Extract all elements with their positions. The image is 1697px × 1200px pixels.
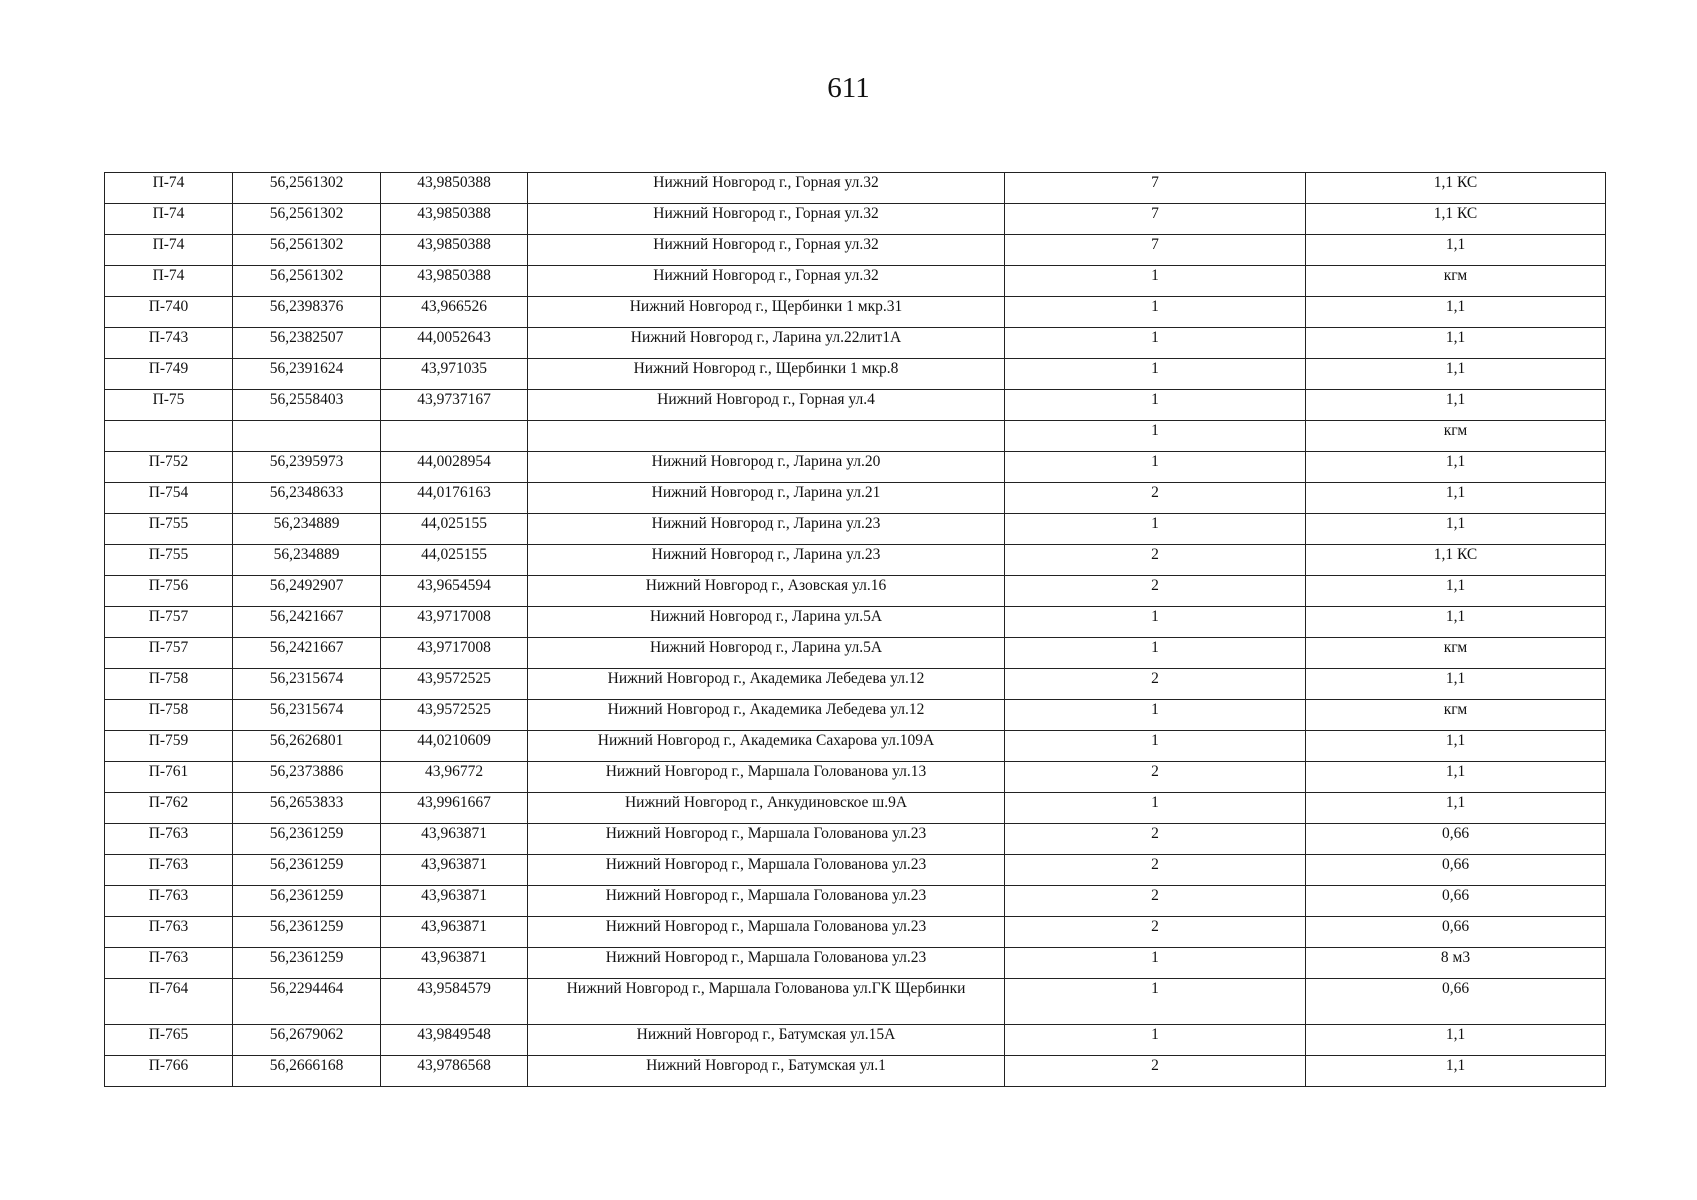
cell-point-id: П-756 [105, 576, 233, 607]
table-row [105, 483, 1606, 514]
cell-quantity: 2 [1005, 1056, 1306, 1087]
cell-volume: 1,1 [1306, 483, 1606, 514]
table-row [105, 731, 1606, 762]
cell-address: Нижний Новгород г., Щербинки 1 мкр.31 [528, 297, 1005, 328]
data-table [104, 172, 1606, 1087]
cell-longitude: 43,9572525 [381, 700, 528, 731]
cell-latitude: 56,2294464 [233, 979, 381, 1025]
cell-point-id: П-755 [105, 545, 233, 576]
cell-address: Нижний Новгород г., Горная ул.32 [528, 173, 1005, 204]
cell-address: Нижний Новгород г., Ларина ул.23 [528, 514, 1005, 545]
cell-address: Нижний Новгород г., Академика Сахарова ул.109А [528, 731, 1005, 762]
cell-point-id: П-74 [105, 173, 233, 204]
cell-point-id: П-74 [105, 204, 233, 235]
cell-volume: 0,66 [1306, 979, 1606, 1025]
cell-point-id: П-766 [105, 1056, 233, 1087]
cell-quantity: 1 [1005, 328, 1306, 359]
cell-volume: 8 м3 [1306, 948, 1606, 979]
cell-address: Нижний Новгород г., Горная ул.32 [528, 235, 1005, 266]
cell-longitude: 43,96772 [381, 762, 528, 793]
cell-quantity: 1 [1005, 1025, 1306, 1056]
table-row [105, 917, 1606, 948]
cell-volume: кгм [1306, 700, 1606, 731]
cell-volume: 0,66 [1306, 886, 1606, 917]
cell-volume: 1,1 [1306, 576, 1606, 607]
cell-latitude: 56,2561302 [233, 266, 381, 297]
cell-address [528, 421, 1005, 452]
cell-quantity: 1 [1005, 793, 1306, 824]
cell-point-id: П-762 [105, 793, 233, 824]
table-row [105, 204, 1606, 235]
cell-volume: 1,1 [1306, 669, 1606, 700]
table-row [105, 173, 1606, 204]
cell-latitude: 56,2361259 [233, 948, 381, 979]
cell-longitude: 43,9737167 [381, 390, 528, 421]
cell-address: Нижний Новгород г., Академика Лебедева ул.12 [528, 700, 1005, 731]
table-row [105, 545, 1606, 576]
cell-latitude: 56,2398376 [233, 297, 381, 328]
cell-quantity: 2 [1005, 576, 1306, 607]
table-row [105, 576, 1606, 607]
cell-latitude: 56,2315674 [233, 700, 381, 731]
cell-latitude: 56,2679062 [233, 1025, 381, 1056]
cell-address: Нижний Новгород г., Ларина ул.22лит1А [528, 328, 1005, 359]
cell-volume: 1,1 [1306, 762, 1606, 793]
table-row [105, 793, 1606, 824]
cell-point-id: П-759 [105, 731, 233, 762]
cell-point-id: П-763 [105, 917, 233, 948]
cell-quantity: 1 [1005, 948, 1306, 979]
cell-longitude: 43,9654594 [381, 576, 528, 607]
cell-latitude: 56,2348633 [233, 483, 381, 514]
cell-longitude: 43,9850388 [381, 266, 528, 297]
cell-latitude: 56,2492907 [233, 576, 381, 607]
cell-quantity: 1 [1005, 514, 1306, 545]
cell-longitude: 43,9849548 [381, 1025, 528, 1056]
cell-volume: кгм [1306, 638, 1606, 669]
cell-point-id: П-752 [105, 452, 233, 483]
cell-longitude [381, 421, 528, 452]
cell-volume: 1,1 КС [1306, 545, 1606, 576]
cell-latitude: 56,2666168 [233, 1056, 381, 1087]
cell-latitude: 56,2561302 [233, 204, 381, 235]
cell-point-id: П-755 [105, 514, 233, 545]
cell-volume: кгм [1306, 266, 1606, 297]
table-row [105, 669, 1606, 700]
cell-latitude [233, 421, 381, 452]
cell-longitude: 43,963871 [381, 824, 528, 855]
cell-address: Нижний Новгород г., Батумская ул.1 [528, 1056, 1005, 1087]
table-row [105, 514, 1606, 545]
cell-longitude: 44,025155 [381, 514, 528, 545]
cell-volume: 0,66 [1306, 824, 1606, 855]
cell-latitude: 56,2382507 [233, 328, 381, 359]
cell-point-id: П-74 [105, 235, 233, 266]
cell-quantity: 1 [1005, 297, 1306, 328]
cell-volume: 1,1 [1306, 731, 1606, 762]
cell-quantity: 7 [1005, 204, 1306, 235]
cell-point-id: П-758 [105, 669, 233, 700]
cell-longitude: 43,9584579 [381, 979, 528, 1025]
table-row [105, 607, 1606, 638]
cell-point-id: П-764 [105, 979, 233, 1025]
table-row [105, 266, 1606, 297]
cell-longitude: 43,9850388 [381, 173, 528, 204]
cell-volume: 1,1 [1306, 359, 1606, 390]
cell-address: Нижний Новгород г., Академика Лебедева ул.12 [528, 669, 1005, 700]
cell-address: Нижний Новгород г., Ларина ул.23 [528, 545, 1005, 576]
cell-volume: 0,66 [1306, 917, 1606, 948]
table-row [105, 235, 1606, 266]
cell-point-id: П-763 [105, 824, 233, 855]
cell-quantity: 2 [1005, 762, 1306, 793]
table-row [105, 638, 1606, 669]
cell-point-id: П-763 [105, 948, 233, 979]
cell-quantity: 1 [1005, 452, 1306, 483]
cell-longitude: 43,963871 [381, 948, 528, 979]
table-row [105, 359, 1606, 390]
cell-longitude: 44,025155 [381, 545, 528, 576]
cell-latitude: 56,2361259 [233, 855, 381, 886]
cell-quantity: 2 [1005, 483, 1306, 514]
cell-longitude: 44,0028954 [381, 452, 528, 483]
cell-latitude: 56,2421667 [233, 638, 381, 669]
cell-quantity: 1 [1005, 359, 1306, 390]
cell-volume: 1,1 [1306, 793, 1606, 824]
cell-point-id: П-74 [105, 266, 233, 297]
cell-quantity: 2 [1005, 824, 1306, 855]
cell-point-id: П-757 [105, 638, 233, 669]
table-row [105, 979, 1606, 1025]
cell-quantity: 1 [1005, 731, 1306, 762]
cell-address: Нижний Новгород г., Батумская ул.15А [528, 1025, 1005, 1056]
table-row [105, 762, 1606, 793]
table-row [105, 948, 1606, 979]
table-row [105, 824, 1606, 855]
cell-point-id: П-758 [105, 700, 233, 731]
table-row [105, 1056, 1606, 1087]
table-row [105, 328, 1606, 359]
cell-address: Нижний Новгород г., Ларина ул.21 [528, 483, 1005, 514]
cell-quantity: 1 [1005, 607, 1306, 638]
cell-address: Нижний Новгород г., Горная ул.4 [528, 390, 1005, 421]
cell-latitude: 56,234889 [233, 545, 381, 576]
cell-latitude: 56,2361259 [233, 886, 381, 917]
cell-latitude: 56,2315674 [233, 669, 381, 700]
table-row [105, 297, 1606, 328]
cell-address: Нижний Новгород г., Ларина ул.20 [528, 452, 1005, 483]
cell-quantity: 1 [1005, 638, 1306, 669]
cell-latitude: 56,2626801 [233, 731, 381, 762]
cell-longitude: 43,963871 [381, 886, 528, 917]
cell-quantity: 7 [1005, 173, 1306, 204]
table-body [105, 173, 1606, 1087]
cell-longitude: 44,0052643 [381, 328, 528, 359]
page-number: 611 [827, 72, 870, 104]
cell-volume: 1,1 [1306, 328, 1606, 359]
cell-address: Нижний Новгород г., Маршала Голованова ул.23 [528, 886, 1005, 917]
cell-latitude: 56,2373886 [233, 762, 381, 793]
cell-point-id: П-765 [105, 1025, 233, 1056]
cell-longitude: 43,963871 [381, 917, 528, 948]
cell-volume: 1,1 [1306, 235, 1606, 266]
cell-quantity: 2 [1005, 545, 1306, 576]
cell-address: Нижний Новгород г., Горная ул.32 [528, 204, 1005, 235]
table-row [105, 390, 1606, 421]
cell-latitude: 56,2421667 [233, 607, 381, 638]
cell-address: Нижний Новгород г., Щербинки 1 мкр.8 [528, 359, 1005, 390]
cell-longitude: 43,9961667 [381, 793, 528, 824]
cell-point-id [105, 421, 233, 452]
cell-address: Нижний Новгород г., Маршала Голованова ул.ГК Щербинки [528, 979, 1005, 1025]
cell-address: Нижний Новгород г., Анкудиновское ш.9А [528, 793, 1005, 824]
cell-volume: кгм [1306, 421, 1606, 452]
cell-point-id: П-743 [105, 328, 233, 359]
table-row [105, 421, 1606, 452]
cell-address: Нижний Новгород г., Ларина ул.5А [528, 638, 1005, 669]
cell-address: Нижний Новгород г., Азовская ул.16 [528, 576, 1005, 607]
cell-latitude: 56,2395973 [233, 452, 381, 483]
cell-longitude: 44,0176163 [381, 483, 528, 514]
cell-latitude: 56,2361259 [233, 917, 381, 948]
cell-volume: 1,1 [1306, 514, 1606, 545]
cell-longitude: 43,966526 [381, 297, 528, 328]
cell-point-id: П-763 [105, 886, 233, 917]
cell-volume: 1,1 [1306, 607, 1606, 638]
cell-point-id: П-740 [105, 297, 233, 328]
cell-quantity: 1 [1005, 390, 1306, 421]
table-row [105, 452, 1606, 483]
cell-volume: 1,1 [1306, 452, 1606, 483]
cell-longitude: 44,0210609 [381, 731, 528, 762]
cell-point-id: П-761 [105, 762, 233, 793]
cell-longitude: 43,971035 [381, 359, 528, 390]
cell-latitude: 56,234889 [233, 514, 381, 545]
cell-volume: 1,1 [1306, 390, 1606, 421]
cell-quantity: 1 [1005, 700, 1306, 731]
cell-point-id: П-749 [105, 359, 233, 390]
cell-point-id: П-763 [105, 855, 233, 886]
cell-longitude: 43,9786568 [381, 1056, 528, 1087]
cell-address: Нижний Новгород г., Маршала Голованова ул.13 [528, 762, 1005, 793]
cell-latitude: 56,2558403 [233, 390, 381, 421]
cell-volume: 1,1 [1306, 1025, 1606, 1056]
cell-volume: 1,1 [1306, 297, 1606, 328]
cell-longitude: 43,9717008 [381, 638, 528, 669]
cell-quantity: 1 [1005, 979, 1306, 1025]
cell-latitude: 56,2391624 [233, 359, 381, 390]
cell-quantity: 2 [1005, 669, 1306, 700]
cell-address: Нижний Новгород г., Ларина ул.5А [528, 607, 1005, 638]
cell-latitude: 56,2561302 [233, 235, 381, 266]
table-row [105, 1025, 1606, 1056]
cell-quantity: 7 [1005, 235, 1306, 266]
cell-point-id: П-754 [105, 483, 233, 514]
cell-quantity: 1 [1005, 421, 1306, 452]
cell-longitude: 43,9572525 [381, 669, 528, 700]
cell-quantity: 2 [1005, 855, 1306, 886]
cell-longitude: 43,9717008 [381, 607, 528, 638]
table-row [105, 855, 1606, 886]
cell-latitude: 56,2653833 [233, 793, 381, 824]
cell-quantity: 2 [1005, 886, 1306, 917]
table-row [105, 700, 1606, 731]
cell-longitude: 43,963871 [381, 855, 528, 886]
cell-address: Нижний Новгород г., Маршала Голованова ул.23 [528, 948, 1005, 979]
cell-volume: 1,1 [1306, 1056, 1606, 1087]
cell-address: Нижний Новгород г., Горная ул.32 [528, 266, 1005, 297]
cell-latitude: 56,2561302 [233, 173, 381, 204]
table-row [105, 886, 1606, 917]
cell-address: Нижний Новгород г., Маршала Голованова ул.23 [528, 824, 1005, 855]
cell-longitude: 43,9850388 [381, 204, 528, 235]
cell-point-id: П-75 [105, 390, 233, 421]
cell-address: Нижний Новгород г., Маршала Голованова ул.23 [528, 917, 1005, 948]
cell-point-id: П-757 [105, 607, 233, 638]
cell-latitude: 56,2361259 [233, 824, 381, 855]
cell-volume: 0,66 [1306, 855, 1606, 886]
cell-quantity: 1 [1005, 266, 1306, 297]
cell-address: Нижний Новгород г., Маршала Голованова ул.23 [528, 855, 1005, 886]
cell-quantity: 2 [1005, 917, 1306, 948]
cell-volume: 1,1 КС [1306, 173, 1606, 204]
cell-longitude: 43,9850388 [381, 235, 528, 266]
cell-volume: 1,1 КС [1306, 204, 1606, 235]
